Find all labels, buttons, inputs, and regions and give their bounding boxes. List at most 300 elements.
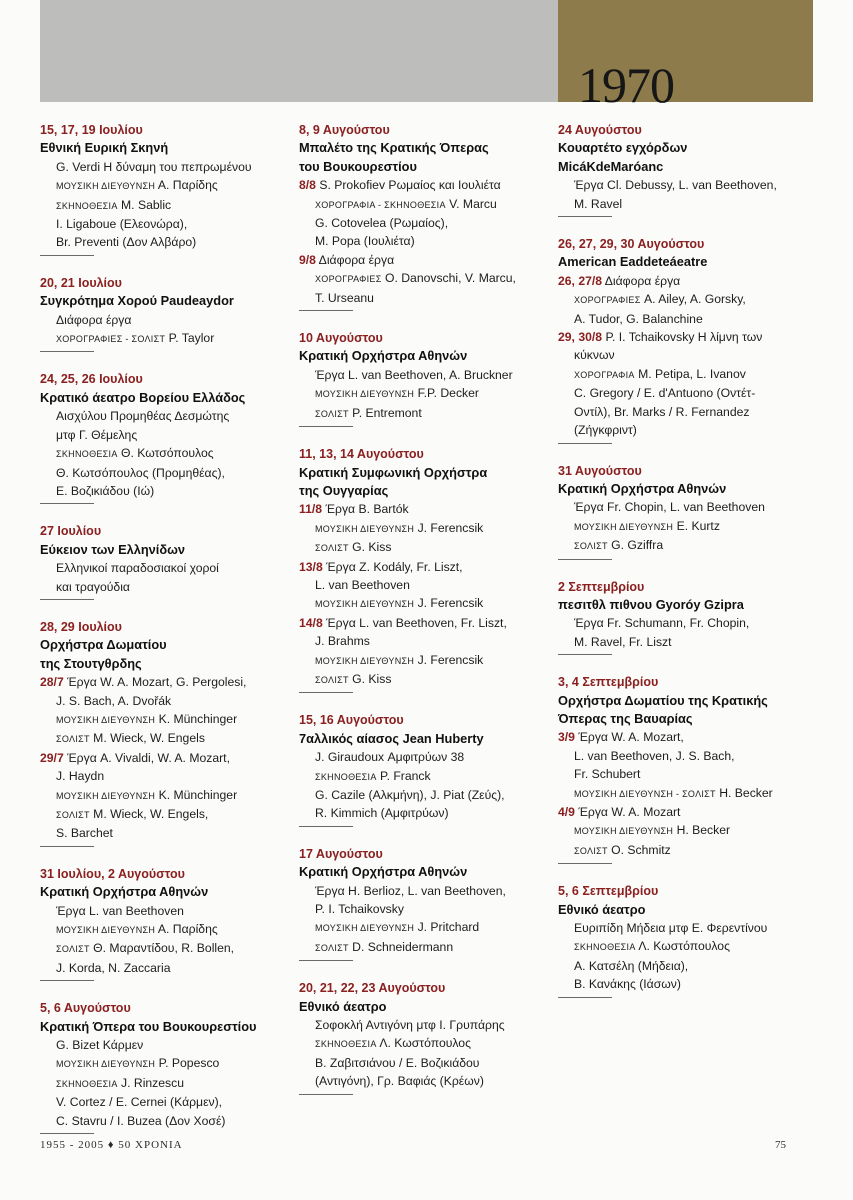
event-detail-line bbox=[40, 824, 292, 842]
event-detail-line bbox=[40, 196, 292, 215]
credit-role: ΣΚΗΝΟΘΕΣΙΑ bbox=[56, 1078, 118, 1089]
program-entry bbox=[299, 711, 551, 826]
detail-text: P. I. Tchaikovsky Η λίμνη των bbox=[605, 330, 763, 345]
program-column-2 bbox=[299, 121, 551, 1113]
credit-role: ΜΟΥΣΙΚΗ ΔΙΕΥΘΥΝΣΗ bbox=[315, 523, 415, 534]
credit-role: ΣΟΛΙΣΤ bbox=[574, 845, 608, 856]
detail-text: Διάφορα έργα bbox=[56, 312, 132, 327]
detail-text: P. Popesco bbox=[158, 1056, 220, 1071]
detail-text: Έργα Cl. Debussy, L. van Beethoven, bbox=[574, 178, 777, 193]
detail-text: S. Barchet bbox=[56, 826, 113, 841]
event-detail-line bbox=[40, 311, 292, 329]
credit-role: ΧΟΡΟΓΡΑΦΙΕΣ - ΣΟΛΙΣΤ bbox=[56, 334, 166, 345]
detail-text: Έργα H. Berlioz, L. van Beethoven, bbox=[315, 883, 506, 898]
detail-text: P. I. Tchaikovsky bbox=[315, 902, 404, 917]
event-detail-line bbox=[299, 938, 551, 957]
event-date: 8, 9 Αυγούστου bbox=[299, 123, 390, 137]
event-detail-line bbox=[40, 464, 292, 482]
header-banner-grey bbox=[40, 0, 558, 102]
event-detail-line bbox=[40, 426, 292, 444]
detail-text: D. Schneidermann bbox=[352, 939, 454, 954]
program-entry bbox=[40, 522, 292, 600]
event-title: MicáKdeMaróanc bbox=[558, 158, 664, 174]
event-detail-line bbox=[40, 710, 292, 729]
detail-text: Σοφοκλή Αντιγόνη μτφ Ι. Γρυπάρης bbox=[315, 1018, 505, 1033]
entry-divider bbox=[40, 503, 94, 504]
detail-text: S. Prokofiev Ρωμαίος και Ιουλιέτα bbox=[319, 178, 501, 193]
event-detail-line bbox=[40, 482, 292, 500]
entry-divider bbox=[299, 1094, 353, 1095]
detail-text: Α. Παρίδης bbox=[157, 178, 218, 193]
event-detail-line bbox=[558, 841, 810, 860]
event-detail-line bbox=[299, 651, 551, 670]
event-detail-line bbox=[299, 214, 551, 232]
event-detail-line bbox=[40, 959, 292, 977]
event-detail-line bbox=[299, 748, 551, 766]
performance-day: 8/8 bbox=[299, 178, 316, 193]
detail-text: P. Entremont bbox=[352, 405, 422, 420]
entry-divider bbox=[40, 255, 94, 256]
detail-text: J. Haydn bbox=[56, 769, 105, 784]
event-detail-line bbox=[40, 805, 292, 824]
entry-divider bbox=[558, 443, 612, 444]
event-detail-line bbox=[299, 767, 551, 786]
event-detail-line bbox=[558, 975, 810, 993]
event-detail-line bbox=[299, 500, 551, 518]
performance-day: 4/9 bbox=[558, 805, 575, 819]
event-detail-line bbox=[558, 633, 810, 651]
event-date: 10 Αυγούστου bbox=[299, 331, 383, 346]
event-detail-line bbox=[558, 803, 810, 821]
event-detail-line bbox=[558, 421, 810, 439]
credit-role: ΧΟΡΟΓΡΑΦΙΕΣ bbox=[315, 274, 382, 285]
detail-text: Έργα L. van Beethoven, A. Bruckner bbox=[315, 367, 513, 382]
event-title: Συγκρότημα Χορού Paudeaydor bbox=[40, 293, 234, 309]
event-detail-line bbox=[40, 1074, 292, 1093]
event-title: Όπερας της Βαυαρίας bbox=[558, 710, 693, 726]
event-detail-line bbox=[558, 821, 810, 840]
event-detail-line bbox=[40, 767, 292, 785]
program-entry bbox=[299, 979, 551, 1094]
credit-role: ΜΟΥΣΙΚΗ ΔΙΕΥΘΥΝΣΗ bbox=[315, 599, 415, 610]
program-entry bbox=[299, 845, 551, 961]
event-date: 2 Σεπτεμβρίου bbox=[558, 579, 645, 594]
event-detail-line bbox=[558, 957, 810, 975]
program-entry bbox=[40, 274, 292, 353]
credit-role: ΣΟΛΙΣΤ bbox=[315, 408, 349, 419]
detail-text: F.P. Decker bbox=[417, 386, 479, 401]
event-title: American Eaddeteáeatre bbox=[558, 254, 708, 270]
event-title: Κρατικό άεατρο Βορείου Ελλάδος bbox=[40, 389, 246, 405]
event-detail-line bbox=[299, 1054, 551, 1072]
credit-role: ΧΟΡΟΓΡΑΦΙΕΣ bbox=[574, 295, 641, 306]
event-detail-line bbox=[558, 384, 810, 402]
credit-role: ΣΚΗΝΟΘΕΣΙΑ bbox=[56, 449, 118, 460]
event-date: 31 Ιουλίου, 2 Αυγούστου bbox=[40, 866, 185, 881]
detail-text: J. Ferencsik bbox=[417, 520, 484, 535]
credit-role: ΜΟΥΣΙΚΗ ΔΙΕΥΘΥΝΣΗ bbox=[56, 925, 156, 936]
entry-divider bbox=[558, 654, 612, 655]
detail-text: M. Wieck, W. Engels, bbox=[93, 807, 209, 821]
detail-text: H. Becker bbox=[676, 823, 731, 838]
credit-role: ΜΟΥΣΙΚΗ ΔΙΕΥΘΥΝΣΗ bbox=[574, 826, 674, 837]
detail-text: J. Brahms bbox=[315, 634, 370, 649]
event-detail-line bbox=[299, 594, 551, 613]
event-detail-line bbox=[299, 804, 551, 822]
detail-text: G. Verdi Η δύναμη του πεπρωμένου bbox=[56, 159, 252, 174]
event-detail-line bbox=[299, 786, 551, 804]
detail-text: H. Becker bbox=[719, 785, 773, 800]
entry-divider bbox=[40, 351, 94, 352]
detail-text: V. Cortez / E. Cernei (Κάρμεν), bbox=[56, 1095, 223, 1110]
credit-role: ΜΟΥΣΙΚΗ ΔΙΕΥΘΥΝΣΗ bbox=[315, 389, 415, 400]
credit-role: ΧΟΡΟΓΡΑΦΙΑ bbox=[574, 369, 635, 380]
event-detail-line bbox=[299, 558, 551, 576]
event-detail-line bbox=[299, 538, 551, 557]
detail-text: J. Ferencsik bbox=[417, 596, 484, 611]
detail-text: J. Ferencsik bbox=[417, 652, 484, 667]
event-detail-line bbox=[558, 310, 810, 328]
detail-text: Br. Preventi (Δον Αλβάρο) bbox=[56, 235, 197, 250]
entry-divider bbox=[40, 846, 94, 847]
event-detail-line bbox=[558, 728, 810, 746]
detail-text: Β. Κανάκης (Ιάσων) bbox=[574, 977, 681, 992]
detail-text: C. Gregory / E. d'Antuono (Οντέτ- bbox=[574, 386, 756, 401]
event-date: 31 Αυγούστου bbox=[558, 463, 642, 478]
event-detail-line bbox=[40, 1112, 292, 1130]
event-title: πεσιτθλ πιθνου Gyoróy Gzipra bbox=[558, 596, 744, 612]
detail-text: M. Popa (Ιουλιέτα) bbox=[315, 234, 415, 249]
event-detail-line bbox=[40, 578, 292, 596]
entry-divider bbox=[299, 692, 353, 693]
event-title: Κρατική Ορχήστρα Αθηνών bbox=[40, 884, 209, 900]
event-date: 28, 29 Ιουλίου bbox=[40, 619, 122, 634]
event-detail-line bbox=[558, 346, 810, 364]
event-date: 3, 4 Σεπτεμβρίου bbox=[558, 675, 659, 690]
performance-day: 13/8 bbox=[299, 559, 323, 574]
detail-text: M. Ravel, Fr. Liszt bbox=[574, 634, 672, 649]
program-entry bbox=[40, 121, 292, 256]
credit-role: ΜΟΥΣΙΚΗ ΔΙΕΥΘΥΝΣΗ bbox=[56, 790, 156, 801]
detail-text: Fr. Schubert bbox=[574, 767, 641, 782]
program-entry bbox=[40, 370, 292, 504]
event-detail-line bbox=[40, 215, 292, 233]
credit-role: ΧΟΡΟΓΡΑΦΙΑ - ΣΚΗΝΟΘΕΣΙΑ bbox=[315, 199, 446, 210]
event-title: Εθνικό άεατρο bbox=[558, 901, 646, 917]
event-detail-line bbox=[558, 747, 810, 765]
detail-text: Θ. Κωτσόπουλος (Προμηθέας), bbox=[56, 465, 225, 480]
event-title: Ορχήστρα Δωματίου της Κρατικής bbox=[558, 692, 768, 708]
event-detail-line bbox=[299, 670, 551, 689]
event-title: της Στουτγθρδης bbox=[40, 655, 142, 671]
detail-text: L. van Beethoven, J. S. Bach, bbox=[574, 748, 735, 763]
detail-text: μτφ Γ. Θέμελης bbox=[56, 427, 138, 442]
credit-role: ΣΚΗΝΟΘΕΣΙΑ bbox=[574, 942, 636, 953]
detail-text: Θ. Κωτσόπουλος bbox=[121, 446, 214, 461]
event-detail-line bbox=[299, 251, 551, 269]
detail-text: E. Kurtz bbox=[676, 518, 720, 533]
event-title: Μπαλέτο της Κρατικής Όπερας bbox=[299, 140, 489, 156]
detail-text: Λ. Κωστόπουλος bbox=[638, 939, 730, 954]
event-detail-line bbox=[299, 900, 551, 918]
event-detail-line bbox=[299, 176, 551, 194]
event-detail-line bbox=[299, 882, 551, 900]
program-column-1 bbox=[40, 121, 292, 1152]
event-detail-line bbox=[558, 536, 810, 555]
detail-text: Ε. Βοζικιάδου (Ιώ) bbox=[56, 483, 155, 498]
credit-role: ΣΟΛΙΣΤ bbox=[315, 942, 349, 953]
detail-text: J. Korda, N. Zaccaria bbox=[56, 960, 171, 975]
event-title: Κρατική Ορχήστρα Αθηνών bbox=[558, 480, 727, 496]
event-detail-line bbox=[40, 920, 292, 939]
event-detail-line bbox=[40, 1036, 292, 1054]
detail-text: O. Schmitz bbox=[611, 842, 671, 857]
detail-text: M. Petipa, L. Ivanov bbox=[638, 366, 746, 381]
event-date: 17 Αυγούστου bbox=[299, 846, 383, 861]
performance-day: 9/8 bbox=[299, 252, 316, 267]
event-detail-line bbox=[558, 176, 810, 194]
event-detail-line bbox=[40, 329, 292, 348]
detail-text: A. Ailey, A. Gorsky, bbox=[643, 292, 746, 307]
detail-text: G. Gziffra bbox=[611, 538, 664, 553]
event-date: 24, 25, 26 Ιουλίου bbox=[40, 372, 143, 387]
detail-text: Έργα W. A. Mozart, bbox=[578, 730, 684, 745]
performance-day: 26, 27/8 bbox=[558, 273, 603, 288]
credit-role: ΜΟΥΣΙΚΗ ΔΙΕΥΘΥΝΣΗ bbox=[56, 714, 156, 725]
performance-day: 14/8 bbox=[299, 615, 323, 630]
detail-text: Λ. Κωστόπουλος bbox=[379, 1036, 471, 1051]
credit-role: ΣΚΗΝΟΘΕΣΙΑ bbox=[315, 1039, 377, 1050]
credit-role: ΣΚΗΝΟΘΕΣΙΑ bbox=[56, 200, 118, 211]
event-title: Κρατική Ορχήστρα Αθηνών bbox=[299, 864, 468, 880]
detail-text: C. Stavru / I. Buzea (Δον Χοσέ) bbox=[56, 1113, 226, 1128]
performance-day: 11/8 bbox=[299, 502, 323, 517]
event-detail-line bbox=[299, 384, 551, 403]
credit-role: ΜΟΥΣΙΚΗ ΔΙΕΥΘΥΝΣΗ bbox=[574, 521, 674, 532]
program-entry bbox=[558, 235, 810, 443]
detail-text: Έργα B. Bartók bbox=[325, 502, 409, 517]
detail-text: J. Giraudoux Αμφιτρύων 38 bbox=[315, 750, 465, 765]
event-detail-line bbox=[299, 404, 551, 423]
event-date: 27 Ιουλίου bbox=[40, 524, 102, 539]
detail-text: Ελληνικοί παραδοσιακοί χοροί bbox=[56, 561, 219, 576]
program-entry bbox=[558, 121, 810, 217]
page-number: 75 bbox=[775, 1139, 786, 1151]
event-detail-line bbox=[40, 749, 292, 767]
performance-day: 29/7 bbox=[40, 750, 64, 765]
detail-text: G. Kiss bbox=[352, 671, 392, 686]
event-date: 15, 16 Αυγούστου bbox=[299, 713, 404, 728]
performance-day: 29, 30/8 bbox=[558, 330, 603, 345]
credit-role: ΣΟΛΙΣΤ bbox=[56, 734, 90, 745]
detail-text: G. Kiss bbox=[352, 540, 392, 555]
program-entry bbox=[40, 999, 292, 1134]
program-entry bbox=[299, 121, 551, 311]
detail-text: A. Tudor, G. Balanchine bbox=[574, 311, 703, 326]
entry-divider bbox=[558, 559, 612, 560]
credit-role: ΜΟΥΣΙΚΗ ΔΙΕΥΘΥΝΣΗ bbox=[315, 655, 415, 666]
event-detail-line bbox=[40, 1093, 292, 1111]
credit-role: ΜΟΥΣΙΚΗ ΔΙΕΥΘΥΝΣΗ bbox=[56, 181, 156, 192]
entry-divider bbox=[558, 216, 612, 217]
detail-text: Διάφορα έργα bbox=[604, 273, 681, 288]
credit-role: ΣΟΛΙΣΤ bbox=[56, 810, 90, 820]
detail-text: P. Taylor bbox=[168, 331, 215, 346]
detail-text: Έργα Z. Kodály, Fr. Liszt, bbox=[326, 559, 463, 574]
event-detail-line bbox=[558, 290, 810, 309]
detail-text: Έργα A. Vivaldi, W. A. Mozart, bbox=[67, 750, 230, 765]
detail-text: (Αντιγόνη), Γρ. Βαφιάς (Κρέων) bbox=[315, 1074, 484, 1089]
detail-text: Διάφορα έργα bbox=[318, 252, 395, 267]
detail-text: I. Ligaboue (Ελεονώρα), bbox=[56, 217, 188, 232]
event-detail-line bbox=[299, 1034, 551, 1053]
detail-text: Έργα L. van Beethoven, Fr. Liszt, bbox=[326, 615, 507, 630]
detail-text: V. Marcu bbox=[449, 196, 497, 211]
credit-role: ΣΟΛΙΣΤ bbox=[574, 541, 608, 552]
detail-text: Έργα L. van Beethoven bbox=[56, 903, 184, 918]
event-date: 5, 6 Σεπτεμβρίου bbox=[558, 884, 659, 899]
credit-role: ΜΟΥΣΙΚΗ ΔΙΕΥΘΥΝΣΗ - ΣΟΛΙΣΤ bbox=[574, 788, 716, 799]
event-detail-line bbox=[40, 902, 292, 920]
program-entry bbox=[299, 445, 551, 693]
detail-text: G. Bizet Κάρμεν bbox=[56, 1038, 144, 1053]
event-detail-line bbox=[299, 918, 551, 937]
detail-text: Έργα W. A. Mozart bbox=[578, 805, 681, 819]
event-detail-line bbox=[40, 673, 292, 691]
detail-text: M. Wieck, W. Engels bbox=[93, 731, 205, 746]
detail-text: Ευριπίδη Μήδεια μτφ Ε. Φερεντίνου bbox=[574, 921, 768, 936]
event-date: 20, 21, 22, 23 Αυγούστου bbox=[299, 981, 446, 996]
event-detail-line bbox=[558, 937, 810, 956]
detail-text: M. Sablic bbox=[121, 197, 172, 212]
event-detail-line bbox=[299, 1072, 551, 1090]
event-detail-line bbox=[558, 272, 810, 290]
credit-role: ΣΟΛΙΣΤ bbox=[315, 543, 349, 554]
detail-text: O. Danovschi, V. Marcu, bbox=[384, 271, 516, 286]
detail-text: Έργα W. A. Mozart, G. Pergolesi, bbox=[67, 675, 247, 690]
program-entry bbox=[558, 578, 810, 656]
event-title: Εθνική Ευρική Σκηνή bbox=[40, 140, 169, 156]
event-detail-line bbox=[299, 1016, 551, 1034]
event-detail-line bbox=[299, 632, 551, 650]
detail-text: Α. Κατσέλη (Μήδεια), bbox=[574, 958, 689, 973]
event-title: Εθνικό άεατρο bbox=[299, 998, 387, 1014]
performance-day: 3/9 bbox=[558, 730, 575, 745]
event-detail-line bbox=[558, 328, 810, 346]
detail-text: K. Münchinger bbox=[158, 711, 238, 726]
detail-text: J. Pritchard bbox=[417, 920, 480, 935]
entry-divider bbox=[40, 980, 94, 981]
detail-text: J. S. Bach, A. Dvořák bbox=[56, 693, 172, 708]
detail-text: M. Ravel bbox=[574, 196, 623, 211]
entry-divider bbox=[299, 310, 353, 311]
detail-text: G. Cazile (Αλκμήνη), J. Piat (Ζεύς), bbox=[315, 788, 505, 802]
event-detail-line bbox=[299, 614, 551, 632]
program-entry bbox=[40, 618, 292, 847]
detail-text: Θ. Μαραντίδου, R. Bollen, bbox=[93, 941, 235, 956]
event-detail-line bbox=[40, 233, 292, 251]
event-detail-line bbox=[299, 576, 551, 594]
event-date: 11, 13, 14 Αυγούστου bbox=[299, 447, 424, 462]
event-title: Ορχήστρα Δωματίου bbox=[40, 637, 167, 653]
event-detail-line bbox=[40, 692, 292, 710]
detail-text: Α. Παρίδης bbox=[157, 922, 218, 937]
event-detail-line bbox=[558, 919, 810, 937]
event-detail-line bbox=[558, 765, 810, 783]
event-date: 20, 21 Ιουλίου bbox=[40, 275, 122, 290]
event-detail-line bbox=[40, 559, 292, 577]
event-detail-line bbox=[299, 269, 551, 288]
detail-text: και τραγούδια bbox=[56, 579, 130, 594]
entry-divider bbox=[558, 863, 612, 864]
program-entry bbox=[299, 329, 551, 427]
event-title: Κρατική Όπερα του Βουκουρεστίου bbox=[40, 1018, 257, 1034]
event-detail-line bbox=[299, 195, 551, 214]
detail-text: κύκνων bbox=[574, 348, 615, 363]
entry-divider bbox=[299, 960, 353, 961]
event-title: Κρατική Συμφωνική Ορχήστρα bbox=[299, 464, 488, 480]
event-detail-line bbox=[40, 176, 292, 195]
event-detail-line bbox=[40, 1054, 292, 1073]
event-date: 15, 17, 19 Ιουλίου bbox=[40, 123, 143, 137]
event-detail-line bbox=[40, 729, 292, 748]
event-date: 5, 6 Αυγούστου bbox=[40, 1001, 131, 1016]
event-detail-line bbox=[40, 444, 292, 463]
event-title: του Βουκουρεστίου bbox=[299, 158, 417, 174]
event-detail-line bbox=[299, 232, 551, 250]
detail-text: Β. Ζαβιτσιάνου / Ε. Βοζικιάδου bbox=[315, 1055, 480, 1070]
event-detail-line bbox=[558, 403, 810, 421]
program-entry bbox=[40, 865, 292, 981]
detail-text: Οντίλ), Br. Marks / R. Fernandez bbox=[574, 404, 750, 419]
entry-divider bbox=[558, 997, 612, 998]
entry-divider bbox=[40, 599, 94, 600]
event-date: 24 Αυγούστου bbox=[558, 123, 642, 137]
detail-text: (Ζήγκφριντ) bbox=[574, 423, 637, 438]
credit-role: ΣΟΛΙΣΤ bbox=[315, 674, 349, 685]
credit-role: ΣΟΛΙΣΤ bbox=[56, 944, 90, 955]
event-title: Κουαρτέτο εγχόρδων bbox=[558, 140, 688, 156]
program-entry bbox=[558, 673, 810, 864]
detail-text: Αισχύλου Προμηθέας Δεσμώτης bbox=[56, 409, 230, 424]
event-detail-line bbox=[558, 498, 810, 516]
detail-text: G. Cotovelea (Ρωμαίος), bbox=[315, 216, 449, 231]
detail-text: T. Urseanu bbox=[315, 290, 374, 305]
detail-text: R. Kimmich (Αμφιτρύων) bbox=[315, 806, 449, 821]
credit-role: ΣΚΗΝΟΘΕΣΙΑ bbox=[315, 771, 377, 782]
event-title: Κρατική Ορχήστρα Αθηνών bbox=[299, 348, 468, 364]
entry-divider bbox=[299, 426, 353, 427]
credit-role: ΜΟΥΣΙΚΗ ΔΙΕΥΘΥΝΣΗ bbox=[315, 923, 415, 934]
event-detail-line bbox=[40, 158, 292, 176]
event-detail-line bbox=[558, 614, 810, 632]
performance-day: 28/7 bbox=[40, 675, 64, 690]
credit-role: ΜΟΥΣΙΚΗ ΔΙΕΥΘΥΝΣΗ bbox=[56, 1059, 156, 1070]
event-detail-line bbox=[558, 784, 810, 803]
page-year-title: 1970 bbox=[578, 57, 674, 113]
event-detail-line bbox=[558, 517, 810, 536]
event-detail-line bbox=[299, 366, 551, 384]
detail-text: P. Franck bbox=[380, 768, 431, 783]
entry-divider bbox=[299, 826, 353, 827]
program-column-3 bbox=[558, 121, 810, 1016]
detail-text: Έργα Fr. Schumann, Fr. Chopin, bbox=[574, 616, 750, 631]
entry-divider bbox=[40, 1133, 94, 1134]
event-title: Εύκειον των Ελληνίδων bbox=[40, 541, 186, 557]
event-detail-line bbox=[40, 407, 292, 425]
event-detail-line bbox=[40, 939, 292, 958]
detail-text: Έργα Fr. Chopin, L. van Beethoven bbox=[574, 500, 765, 515]
